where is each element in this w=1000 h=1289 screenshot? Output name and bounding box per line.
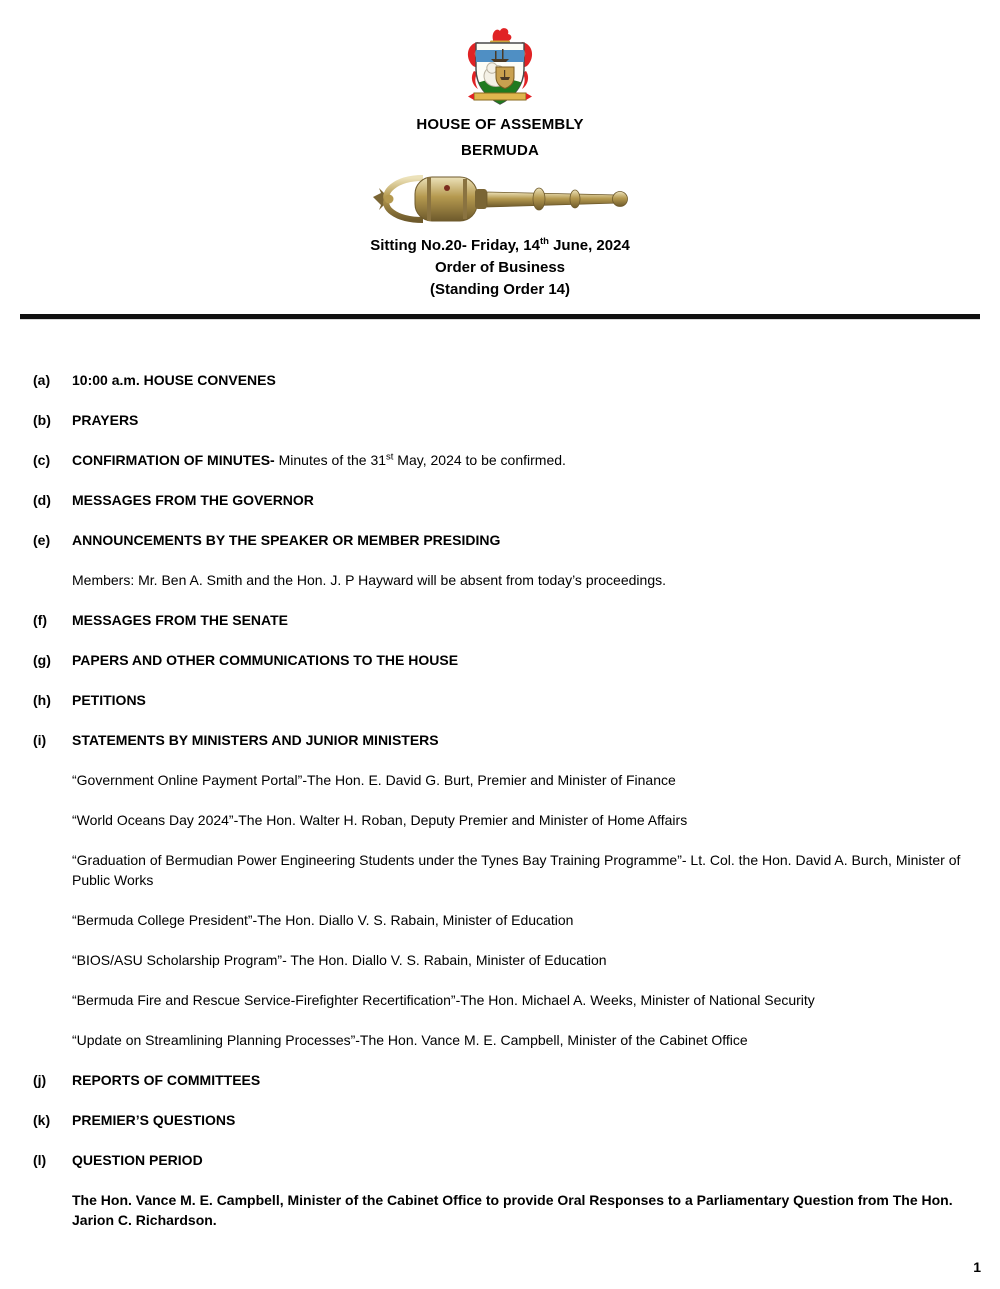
mace-shaft (487, 192, 619, 207)
date-ordinal: st (386, 451, 394, 463)
agenda-item-title: QUESTION PERIOD (72, 1152, 203, 1168)
item-letter: (k) (33, 1112, 51, 1128)
item-letter: (l) (33, 1152, 47, 1168)
agenda-item-g (33, 650, 974, 670)
mace-pommel (613, 192, 628, 207)
mace-knob-1 (533, 188, 545, 210)
item-letter: (j) (33, 1072, 47, 1088)
item-letter: (i) (33, 732, 47, 748)
sitting-ordinal: th (539, 236, 549, 247)
statement-item: “BIOS/ASU Scholarship Program”- The Hon. Diallo V. S. Rabain, Minister of Education (72, 952, 607, 968)
statement-item: “Update on Streamlining Planning Processes”-The Hon. Vance M. E. Campbell, Minister of the Cabinet Office (72, 1032, 748, 1048)
item-letter: (b) (33, 412, 51, 428)
agenda-item-c (33, 450, 974, 470)
agenda-item-j (33, 1070, 974, 1090)
crest-scroll-tip-left (468, 93, 474, 100)
agenda-item-e (33, 530, 974, 550)
item-letter: (e) (33, 532, 51, 548)
mace-head-band-1 (427, 177, 431, 221)
statement-item: “Bermuda College President”-The Hon. Diallo V. S. Rabain, Minister of Education (72, 912, 574, 928)
agenda-item-title: REPORTS OF COMMITTEES (72, 1072, 261, 1088)
item-letter: (c) (33, 452, 51, 468)
crest-inner-mast (504, 70, 505, 77)
crest-ship-hull (491, 59, 509, 62)
mace-head-band-2 (463, 179, 467, 219)
agenda-item-title: MESSAGES FROM THE GOVERNOR (72, 492, 314, 508)
agenda-item-f (33, 610, 974, 630)
header-divider (20, 314, 980, 320)
agenda-item-i (33, 730, 974, 750)
mace-collar (475, 189, 487, 209)
agenda-item-title: PREMIER’S QUESTIONS (72, 1112, 236, 1128)
document-header (0, 0, 1000, 301)
org-title: HOUSE OF ASSEMBLY (416, 116, 584, 133)
item-letter: (h) (33, 692, 51, 708)
item-letter: (d) (33, 492, 51, 508)
question-period-note: The Hon. Vance M. E. Campbell, Minister of the Cabinet Office to provide Oral Responses to a Parliamentary Question from The Hon. Jarion C. Richardson. (72, 1192, 953, 1228)
item-body-text: Minutes of the 31 (274, 452, 387, 468)
order-of-business-title: Order of Business (434, 259, 566, 276)
agenda-item-a (33, 370, 974, 390)
agenda-item-title: STATEMENTS BY MINISTERS AND JUNIOR MINISTERS (72, 732, 439, 748)
agenda-item-b (33, 410, 974, 430)
mace-knob-2 (570, 190, 580, 208)
agenda-item-title: PRAYERS (72, 412, 139, 428)
statement-item: “Government Online Payment Portal”-The Hon. E. David G. Burt, Premier and Minister of Finance (72, 772, 676, 788)
agenda-item-title: 10:00 a.m. HOUSE CONVENES (72, 372, 276, 388)
standing-order-title: (Standing Order 14) (429, 281, 571, 298)
org-country: BERMUDA (460, 142, 540, 159)
sitting-info (0, 235, 1000, 301)
crest-scroll-tip-right (526, 93, 532, 100)
item-body-text: May, 2024 to be confirmed. (393, 452, 566, 468)
mace-head (415, 177, 477, 221)
crest-lion-top (493, 28, 512, 41)
sitting-text-date: June, 2024 (548, 237, 630, 254)
agenda-item-d (33, 490, 974, 510)
agenda-item-k (33, 1110, 974, 1130)
agenda-item-title: MESSAGES FROM THE SENATE (72, 612, 288, 628)
agenda-item-l (33, 1150, 974, 1170)
item-letter: (g) (33, 652, 51, 668)
crest-motto-scroll (474, 93, 526, 100)
statement-item: “World Oceans Day 2024”-The Hon. Walter H. Roban, Deputy Premier and Minister of Home Affairs (72, 812, 688, 828)
item-title-bold: CONFIRMATION OF MINUTES- (72, 452, 275, 468)
agenda-list (0, 370, 1000, 1230)
agenda-item-title (72, 450, 974, 470)
bermuda-coat-of-arms-icon (461, 27, 539, 109)
agenda-item-h (33, 690, 974, 710)
mace-gem (444, 185, 450, 191)
item-letter: (a) (33, 372, 51, 388)
agenda-item-title: PAPERS AND OTHER COMMUNICATIONS TO THE HOUSE (72, 652, 459, 668)
absence-note: Members: Mr. Ben A. Smith and the Hon. J. P Hayward will be absent from today’s proceedings. (72, 572, 666, 588)
agenda-item-title: PETITIONS (72, 692, 146, 708)
sitting-text: Sitting No.20- Friday, 14 (370, 237, 540, 254)
agenda-item-title: ANNOUNCEMENTS BY THE SPEAKER OR MEMBER PRESIDING (72, 532, 501, 548)
page-number: 1 (973, 1259, 981, 1275)
statement-item: “Graduation of Bermudian Power Engineering Students under the Tynes Bay Training Programme”- Lt. Col. the Hon. David A. Burch, Minister of Public Works (72, 852, 961, 888)
mace-crown-orb (385, 195, 394, 204)
sitting-line (0, 235, 1000, 257)
crest-inner-ship (500, 77, 510, 80)
item-letter: (f) (33, 612, 47, 628)
ceremonial-mace-icon (371, 170, 629, 228)
statement-item: “Bermuda Fire and Rescue Service-Firefighter Recertification”-The Hon. Michael A. Weeks, Minister of National Security (72, 992, 815, 1008)
